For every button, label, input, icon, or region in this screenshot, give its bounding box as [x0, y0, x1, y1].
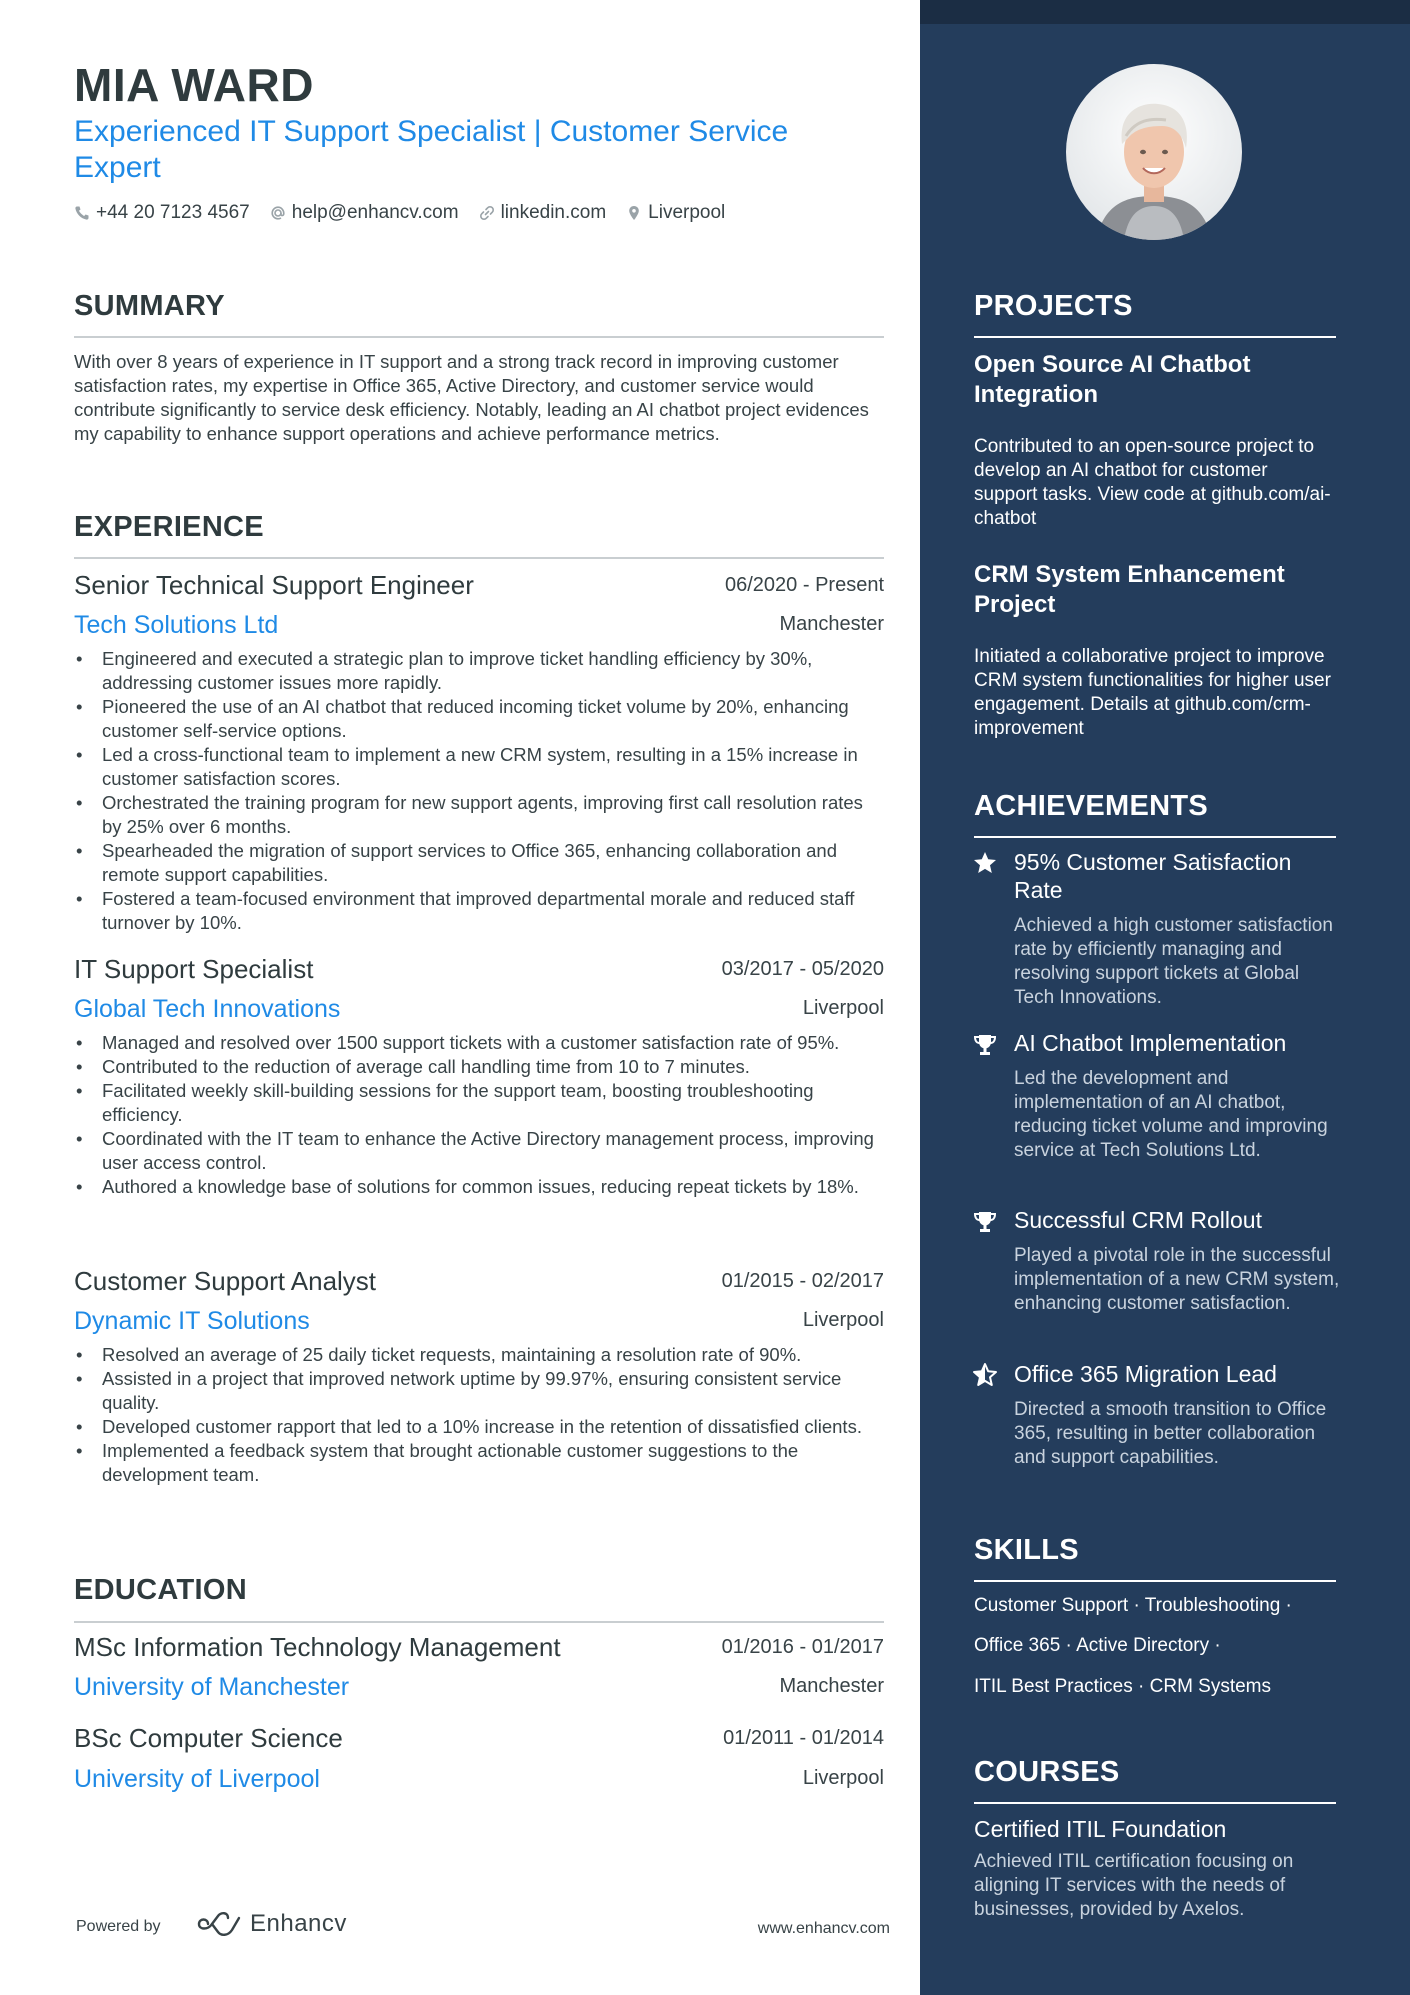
achievement-description: Achieved a high customer satisfaction rate by efficiently managing and resolving support tickets at Global Tech Innovations.: [1014, 915, 1333, 1008]
school-name[interactable]: University of Liverpool: [74, 1765, 320, 1793]
summary-text: With over 8 years of experience in IT support and a strong track record in improving customer satisfaction rates, my expertise in Office 365, Active Directory, and customer service would contribute significantly to service desk efficiency. Notably, leading an AI chatbot project evidences my capability to enhance support operations and achieve performance metrics.: [74, 351, 869, 444]
bullet-item: • Fostered a team-focused environment that improved departmental morale and reduced staff turnover by 10%.: [74, 887, 884, 935]
job-bullets: [74, 1343, 884, 1487]
achievement-title: Successful CRM Rollout: [1014, 1207, 1262, 1233]
job-title: IT Support Specialist: [74, 954, 314, 984]
linkedin-text: linkedin.com: [500, 202, 607, 223]
at-icon: [270, 205, 286, 221]
bullet-item: • Pioneered the use of an AI chatbot that reduced incoming ticket volume by 20%, enhancing customer self-service options.: [74, 695, 884, 743]
summary-heading: SUMMARY: [74, 290, 225, 322]
skills-line: Office 365 · Active Directory ·: [974, 1635, 1221, 1656]
job-bullets: [74, 1031, 884, 1199]
project-description: Contributed to an open-source project to develop an AI chatbot for customer support tasks. View code at github.com/ai-chatbot: [974, 436, 1331, 529]
bullet-item: • Orchestrated the training program for new support agents, improving first call resolution rates by 25% over 6 months.: [74, 791, 884, 839]
infinity-logo-icon: [196, 1911, 242, 1937]
bullet-item: • Assisted in a project that improved network uptime by 99.97%, ensuring consistent service quality.: [74, 1367, 884, 1415]
company-name[interactable]: Tech Solutions Ltd: [74, 611, 279, 639]
company-name[interactable]: Global Tech Innovations: [74, 995, 341, 1023]
courses-divider: [974, 1802, 1336, 1804]
skills-line: ITIL Best Practices · CRM Systems: [974, 1676, 1272, 1697]
degree-title: BSc Computer Science: [74, 1723, 343, 1753]
projects-heading: PROJECTS: [974, 290, 1133, 322]
star-icon: [972, 850, 998, 876]
achievement-title: AI Chatbot Implementation: [1014, 1030, 1287, 1056]
skills-line: Customer Support · Troubleshooting ·: [974, 1595, 1292, 1616]
education-heading: EDUCATION: [74, 1574, 247, 1606]
job-dates: 03/2017 - 05/2020: [721, 958, 884, 980]
achievements-heading: ACHIEVEMENTS: [974, 790, 1209, 822]
candidate-name: MIA WARD: [74, 59, 314, 111]
contact-email[interactable]: [270, 202, 459, 224]
link-icon: [479, 205, 495, 221]
footer-url[interactable]: www.enhancv.com: [757, 1920, 890, 1937]
job-location: Liverpool: [802, 1309, 884, 1331]
contact-linkedin[interactable]: [479, 202, 607, 224]
half-star-icon: [972, 1362, 998, 1388]
bullet-item: • Contributed to the reduction of average call handling time from 10 to 7 minutes.: [74, 1055, 884, 1079]
summary-divider: [74, 336, 884, 338]
education-location: Manchester: [779, 1675, 884, 1697]
courses-heading: COURSES: [974, 1756, 1120, 1788]
degree-title: MSc Information Technology Management: [74, 1632, 561, 1662]
job-dates: 01/2015 - 02/2017: [721, 1270, 884, 1292]
bullet-item: • Implemented a feedback system that brought actionable customer suggestions to the development team.: [74, 1439, 884, 1487]
bullet-item: • Resolved an average of 25 daily ticket requests, maintaining a resolution rate of 90%.: [74, 1343, 884, 1367]
experience-heading: EXPERIENCE: [74, 511, 264, 543]
company-name[interactable]: Dynamic IT Solutions: [74, 1307, 310, 1335]
achievement-description: Directed a smooth transition to Office 365, resulting in better collaboration and support capabilities.: [1014, 1399, 1327, 1468]
education-dates: 01/2016 - 01/2017: [721, 1636, 884, 1658]
job-bullets: [74, 647, 884, 935]
bullet-item: • Spearheaded the migration of support services to Office 365, enhancing collaboration and remote support capabilities.: [74, 839, 884, 887]
bullet-item: • Coordinated with the IT team to enhance the Active Directory management process, improving user access control.: [74, 1127, 884, 1175]
skills-heading: SKILLS: [974, 1534, 1079, 1566]
project-title: Open Source AI Chatbot Integration: [974, 351, 1251, 408]
achievement-title: 95% Customer Satisfaction Rate: [1014, 849, 1292, 903]
powered-by-label: Powered by: [76, 1918, 161, 1935]
achievements-divider: [974, 836, 1336, 838]
project-title: CRM System Enhancement Project: [974, 561, 1285, 618]
job-location: Liverpool: [802, 997, 884, 1019]
location-pin-icon: [626, 205, 642, 221]
projects-divider: [974, 336, 1336, 338]
email-text: help@enhancv.com: [291, 202, 459, 223]
achievement-description: Led the development and implementation of an AI chatbot, reducing ticket volume and improving service at Tech Solutions Ltd.: [1014, 1068, 1328, 1161]
education-divider: [74, 1621, 884, 1623]
phone-text: +44 20 7123 4567: [96, 202, 250, 223]
achievement-title: Office 365 Migration Lead: [1014, 1361, 1277, 1387]
job-location: Manchester: [779, 613, 884, 635]
job-dates: 06/2020 - Present: [725, 574, 884, 596]
headline: Experienced IT Support Specialist | Customer Service Expert: [74, 115, 789, 184]
portrait-image: [1066, 64, 1242, 240]
location-text: Liverpool: [648, 202, 726, 223]
project-description: Initiated a collaborative project to improve CRM system functionalities for higher user engagement. Details at github.com/crm-improvement: [974, 646, 1331, 739]
contact-phone[interactable]: [74, 202, 250, 224]
skills-divider: [974, 1580, 1336, 1582]
education-dates: 01/2011 - 01/2014: [723, 1727, 884, 1749]
brand-name: Enhancv: [250, 1910, 347, 1937]
phone-icon: [74, 205, 90, 221]
achievement-description: Played a pivotal role in the successful implementation of a new CRM system, enhancing customer satisfaction.: [1014, 1245, 1340, 1314]
sidebar-top-band: [920, 0, 1410, 24]
bullet-item: • Developed customer rapport that led to a 10% increase in the retention of dissatisfied clients.: [74, 1415, 884, 1439]
contact-bar: [74, 202, 725, 224]
bullet-item: • Managed and resolved over 1500 support tickets with a customer satisfaction rate of 95%.: [74, 1031, 884, 1055]
bullet-item: • Led a cross-functional team to implement a new CRM system, resulting in a 15% increase in customer satisfaction scores.: [74, 743, 884, 791]
contact-location: [626, 202, 725, 224]
bullet-item: • Facilitated weekly skill-building sessions for the support team, boosting troubleshooting efficiency.: [74, 1079, 884, 1127]
bullet-item: • Authored a knowledge base of solutions for common issues, reducing repeat tickets by 18%.: [74, 1175, 884, 1199]
job-title: Customer Support Analyst: [74, 1266, 377, 1296]
course-description: Achieved ITIL certification focusing on aligning IT services with the needs of businesses, provided by Axelos.: [974, 1851, 1294, 1920]
trophy-icon: [972, 1032, 998, 1058]
bullet-item: • Engineered and executed a strategic plan to improve ticket handling efficiency by 30%, addressing customer issues more rapidly.: [74, 647, 884, 695]
school-name[interactable]: University of Manchester: [74, 1673, 350, 1701]
profile-photo: [1066, 64, 1242, 240]
enhancv-logo[interactable]: [196, 1910, 347, 1938]
experience-divider: [74, 557, 884, 559]
education-location: Liverpool: [802, 1767, 884, 1789]
course-title: Certified ITIL Foundation: [974, 1816, 1227, 1842]
trophy-icon: [972, 1209, 998, 1235]
job-title: Senior Technical Support Engineer: [74, 570, 474, 600]
